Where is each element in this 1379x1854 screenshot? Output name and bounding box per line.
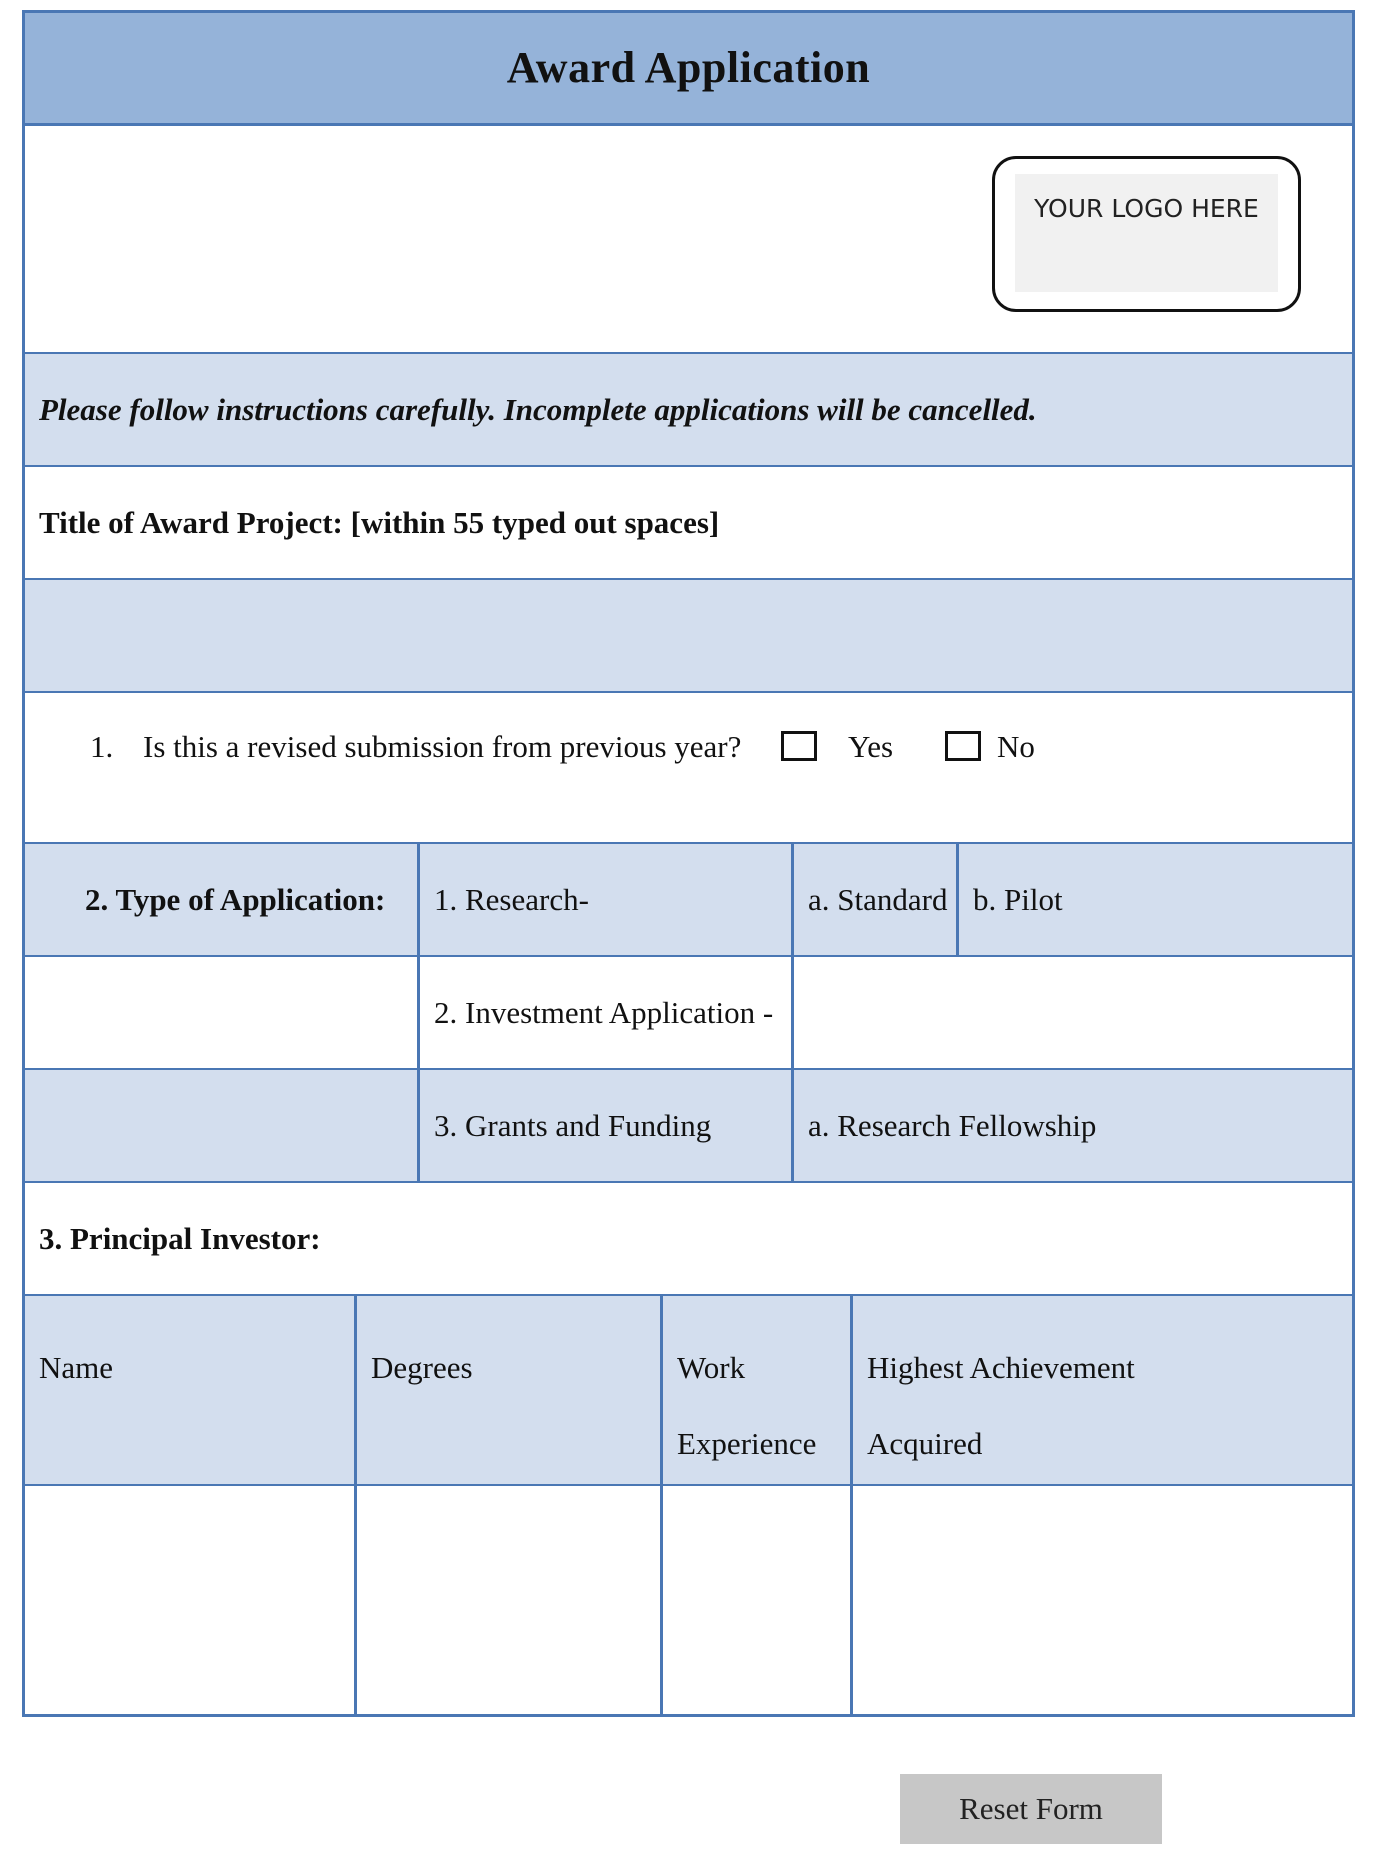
award-application-form [22,10,1355,1717]
option-pilot: b. Pilot [973,882,1063,917]
question-1-number: 1. [90,729,114,764]
column-achievement-label-line1: Highest Achievement [867,1350,1135,1385]
question-1-text: Is this a revised submission from previous year? [143,729,742,764]
option-research-fellowship: a. Research Fellowship [808,1108,1097,1143]
principal-investor-label-row [25,1183,1352,1296]
empty-cell [25,957,417,1068]
column-name-label: Name [39,1350,114,1385]
yes-checkbox[interactable] [781,731,817,761]
question-revised-submission [25,693,1352,844]
option-standard-cell[interactable] [791,844,956,955]
yes-label: Yes [848,729,894,764]
form-header [25,13,1352,126]
type-of-application-row-2 [25,957,1352,1070]
option-research-fellowship-cell[interactable] [791,1070,1352,1181]
option-investment: 2. Investment Application - [434,995,774,1030]
logo-section [25,126,1352,354]
no-checkbox[interactable] [945,731,981,761]
empty-cell [25,1070,417,1181]
column-achievement-label-line2: Acquired [867,1426,983,1461]
name-input[interactable] [25,1486,354,1714]
column-work-label-line2: Experience [677,1426,817,1461]
option-grants-cell[interactable] [417,1070,791,1181]
logo-frame [992,156,1301,312]
option-research: 1. Research- [434,882,589,917]
project-title-input[interactable] [25,580,1352,693]
type-of-application-row-3 [25,1070,1352,1183]
type-of-application-row-1 [25,844,1352,957]
option-grants-and-funding: 3. Grants and Funding [434,1108,712,1143]
project-title-label-row [25,467,1352,580]
column-work-label-line1: Work [677,1350,746,1385]
investment-detail-cell[interactable] [791,957,1352,1068]
project-title-label: Title of Award Project: [within 55 typed out spaces] [39,505,720,540]
logo-placeholder: YOUR LOGO HERE [1015,174,1278,292]
column-header-work-experience [660,1296,850,1484]
degrees-input[interactable] [354,1486,660,1714]
form-title: Award Application [506,43,871,92]
instructions-text: Please follow instructions carefully. Incomplete applications will be cancelled. [39,392,1037,427]
type-of-application-label-cell [25,844,417,955]
column-header-name [25,1296,354,1484]
principal-investor-input-row [25,1486,1352,1714]
type-of-application-label: 2. Type of Application: [85,882,386,917]
option-research-cell[interactable] [417,844,791,955]
column-degrees-label: Degrees [371,1350,473,1385]
option-pilot-cell[interactable] [956,844,1352,955]
option-standard: a. Standard [808,882,948,917]
column-header-degrees [354,1296,660,1484]
option-investment-cell[interactable] [417,957,791,1068]
principal-investor-label: 3. Principal Investor: [39,1221,321,1256]
principal-investor-header-row [25,1296,1352,1486]
highest-achievement-input[interactable] [850,1486,1352,1714]
instructions-row [25,354,1352,467]
reset-form-button[interactable]: Reset Form [900,1774,1162,1844]
no-label: No [997,729,1035,764]
column-header-highest-achievement [850,1296,1352,1484]
work-experience-input[interactable] [660,1486,850,1714]
